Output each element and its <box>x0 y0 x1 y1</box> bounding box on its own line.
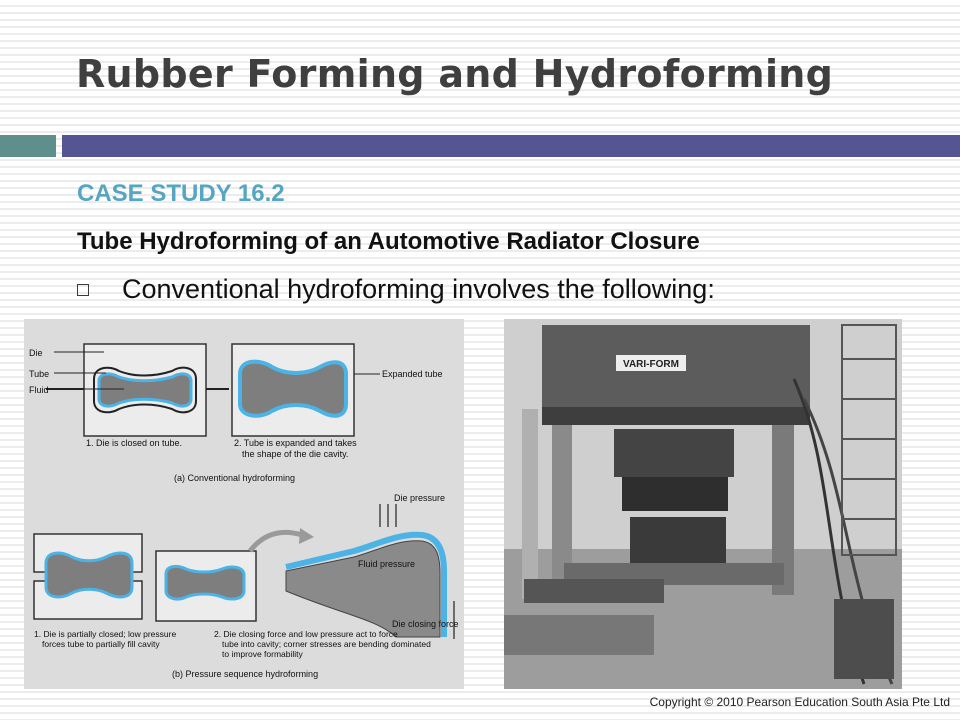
caption-conventional: (a) Conventional hydroforming <box>174 473 296 483</box>
case-study-label: CASE STUDY 16.2 <box>77 180 285 207</box>
upper-die <box>622 477 728 511</box>
slide-title: Rubber Forming and Hydroforming <box>76 52 834 96</box>
step-b1-caption-line2: forces tube to partially fill cavity <box>42 639 160 649</box>
step-b2-caption-line1: 2. Die closing force and low pressure act to force <box>214 629 398 639</box>
title-divider-accent <box>0 135 56 157</box>
walkway-grating <box>524 579 664 603</box>
hydroforming-diagram-svg <box>24 319 464 689</box>
label-expanded-tube: Expanded tube <box>382 369 443 379</box>
control-cabinet <box>834 599 894 679</box>
label-fluid-pressure: Fluid pressure <box>358 559 416 569</box>
press-crown-base <box>542 407 810 425</box>
lower-die <box>630 517 726 569</box>
bullet-square-icon <box>77 284 89 296</box>
label-die: Die <box>29 348 43 358</box>
bullet-item <box>77 274 715 305</box>
bullet-text: Conventional hydroforming involves the following: <box>122 274 715 304</box>
step-platform <box>504 615 654 655</box>
tube-b1 <box>46 553 132 597</box>
caption-pressure-sequence: (b) Pressure sequence hydroforming <box>172 669 319 679</box>
column-left-rear <box>522 409 538 599</box>
transition-arrowhead <box>299 528 314 544</box>
step-b1-caption-line1: 1. Die is partially closed; low pressure <box>34 629 177 639</box>
step-a2-caption-line2: the shape of the die cavity. <box>242 449 349 459</box>
title-divider-bar <box>62 135 960 157</box>
column-left-front <box>552 425 572 585</box>
ram-block <box>614 429 734 477</box>
case-study-title: Tube Hydroforming of an Automotive Radiator Closure <box>77 228 700 255</box>
step-b2-caption-line3: to improve formability <box>222 649 303 659</box>
label-tube: Tube <box>29 369 50 379</box>
hydroforming-diagram <box>24 319 464 689</box>
label-die-closing-force: Die closing force <box>392 619 459 629</box>
press-photo-svg <box>504 319 902 689</box>
label-fluid: Fluid <box>29 385 49 395</box>
step-a1-caption: 1. Die is closed on tube. <box>86 438 183 448</box>
step-a2-caption-line1: 2. Tube is expanded and takes <box>234 438 357 448</box>
hydroforming-press-photo <box>504 319 902 689</box>
tube-b2 <box>166 566 244 599</box>
label-die-pressure: Die pressure <box>394 493 446 503</box>
transition-arrow <box>250 532 302 551</box>
step-b2-caption-line2: tube into cavity; corner stresses are bending dominated <box>222 639 431 649</box>
copyright-notice: Copyright © 2010 Pearson Education South Asia Pte Ltd <box>649 695 950 709</box>
brand-label: VARI-FORM <box>623 359 679 370</box>
